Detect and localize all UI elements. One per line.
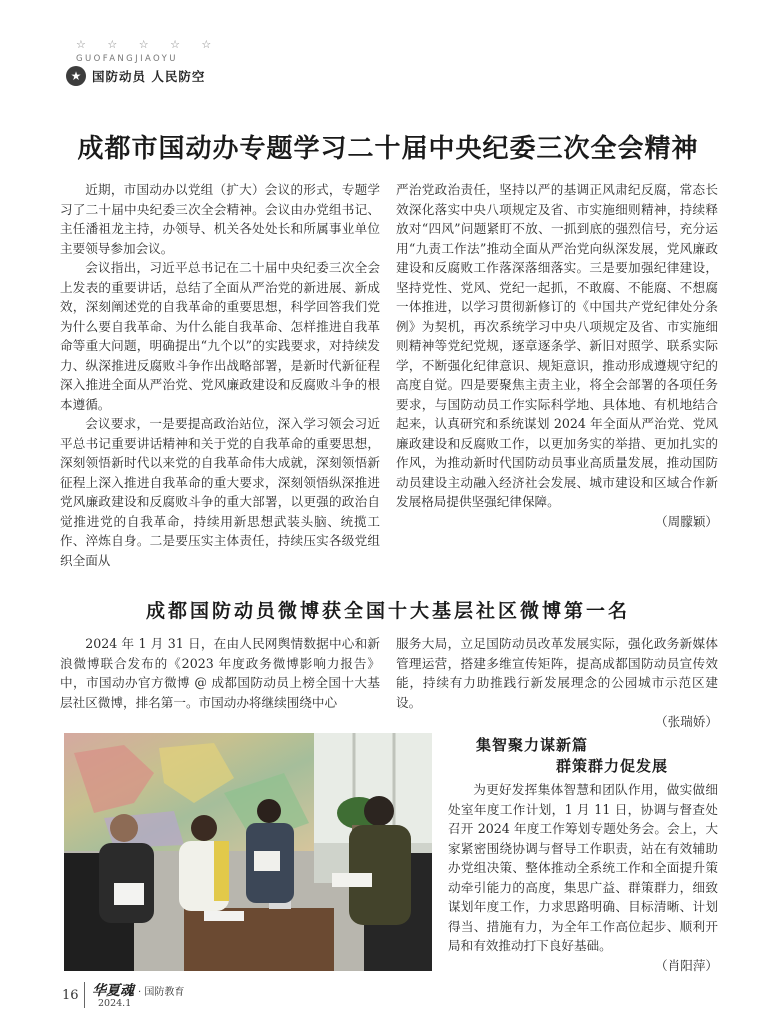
article2-author: （张瑞娇） [655, 714, 718, 729]
magazine-name: 华夏魂 [92, 983, 134, 999]
article2-paragraph: 2024 年 1 月 31 日，在由人民网舆情数据中心和新浪微博联合发布的《2023 年度政务微博影响力报告》中，市国动办官方微博 @ 成都国防动员上榜全国十大基层社区微博，排名第一。市国动办将继续围绕中心 [60, 636, 380, 710]
brand-pinyin: GUOFANGJIAOYU [76, 54, 178, 64]
article3-subtitle-1: 集智聚力谋新篇 [476, 736, 589, 754]
magazine-section: · 国防教育 [138, 987, 185, 998]
decorative-stars: ☆ ☆ ☆ ☆ ☆ [76, 38, 221, 51]
article2-paragraph-cont: 服务大局，立足国防动员改革发展实际，强化政务新媒体管理运营，搭建多维宣传矩阵，提高成都国防动员宣传效能，持续有力助推践行新发展理念的公园城市示范区建设。 [396, 636, 718, 710]
article2-title: 成都国防动员微博获全国十大基层社区微博第一名 [145, 600, 630, 622]
article3-subtitle-2: 群策群力促发展 [556, 757, 669, 775]
article1-column-left [60, 180, 380, 570]
article1-paragraph-2: 会议指出，习近平总书记在二十届中央纪委三次全会上发表的重要讲话，总结了全面从严治党的新进展、新成效，深刻阐述党的自我革命的重要思想，科学回答我们党为什么要自我革命、为什么能自我革命、怎样推进自我革命等重大问题，明确提出“九个以”的实践要求，对持续发力、纵深推进反腐败斗争作出战略部署，是新时代新征程深入推进全面从严治党、党风廉政建设和反腐败斗争的根本遵循。 [60, 260, 380, 412]
article1-paragraph-1: 近期，市国动办以党组（扩大）会议的形式，专题学习了二十届中央纪委三次全会精神。会议由办党组书记、主任潘祖龙主持，办领导、机关各处处长和所属事业单位主要领导参加会议。 [60, 182, 380, 256]
article1-paragraph-3-cont: 严治党政治责任，坚持以严的基调正风肃纪反腐，常态长效深化落实中央八项规定及省、市实施细则精神，持续释放对“四风”问题紧盯不放、一抓到底的强烈信号，充分运用“九责工作法”推动全面从严治党向纵深发展，党风廉政建设和反腐败工作落深落细落实。三是要加强纪律建设，坚持党性、党风、党纪一起抓，不敢腐、不能腐、不想腐一体推进，以学习贯彻新修订的《中国共产党纪律处分条例》为契机，再次系统学习中央八项规定及省、市实施细则精神等党纪党规，逐章逐条学、新旧对照学、联系实际学，不断强化纪律意识、规矩意识，推动形成遵规守纪的高度自觉。四是要聚焦主责主业，将全会部署的各项任务要求，与国防动员工作实际科学地、具体地、有机地结合起来，认真研究和系统谋划 2024 年全面从严治党、党风廉政建设和反腐败工作，以更加务实的举措、更加扎实的作风，为推动新时代国防动员事业高质量发展，推动国防动员建设主动融入经济社会发展、城市建设和区域合作新发展格局提供坚强纪律保障。 [396, 182, 718, 509]
article1-title: 成都市国动办专题学习二十届中央纪委三次全会精神 [77, 134, 699, 164]
page-number: 16 [62, 988, 79, 1003]
article3-author: （肖阳萍） [655, 957, 718, 973]
article1-paragraph-3: 会议要求，一是要提高政治站位，深入学习领会习近平总书记重要讲话精神和关于党的自我革命的重要思想，深刻领悟新时代以来党的自我革命伟大成就，深刻领悟新征程上深入推进自我革命的重大要求，深刻领悟纵深推进党风廉政建设和反腐败斗争的重大部署，以更强的政治自觉推进党的自我革命，持续用新思想武装头脑、统揽工作、淬炼自身。二是要压实主体责任，持续压实各级党组织全面从 [60, 416, 380, 568]
article3-column [448, 780, 718, 975]
article3-paragraph: 为更好发挥集体智慧和团队作用，做实做细处室年度工作计划，1 月 11 日，协调与督查处召开 2024 年度工作筹划专题处务会。会上，大家紧密围绕协调与督导工作职责，站在有效辅助办党组决策、整体推动全系统工作和全面提升策动牵引能力的高度，集思广益、群策群力，细致谋划年度工作，力求思路明确、目标清晰、计划得当、措施有力，为全年工作高位起步、顺利开局和有效推动打下良好基础。 [448, 782, 718, 953]
national-emblem-icon: ★ [66, 66, 86, 86]
footer-divider [84, 982, 85, 1008]
magazine-issue: 2024.1 [98, 998, 132, 1009]
brand-label: 国防动员 人民防空 [92, 69, 206, 84]
article2-column-left [60, 634, 380, 712]
article1-author: （周朦颖） [655, 513, 718, 529]
meeting-photo [64, 733, 432, 971]
article2-column-right [396, 634, 718, 732]
article1-column-right [396, 180, 718, 531]
